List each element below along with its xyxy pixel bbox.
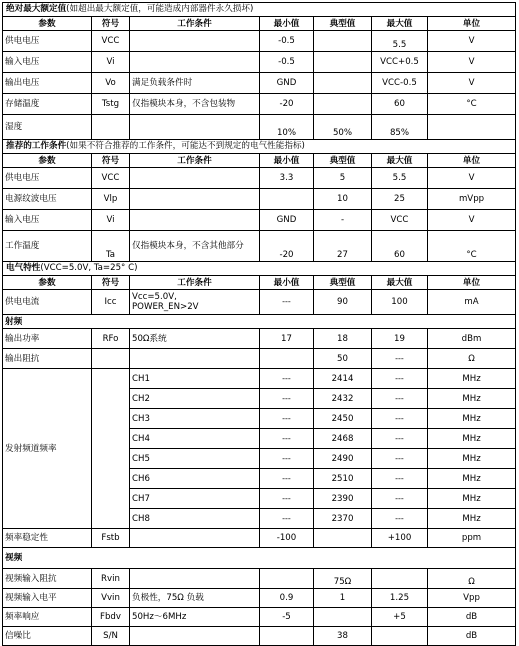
channel-label: CH7 [130,489,260,509]
table-cell: VCC [372,210,428,231]
table-cell: 10 [314,189,372,210]
column-header: 最大值 [372,17,428,31]
table-cell: 输出阻抗 [3,349,92,369]
table-cell: -20 [260,231,314,262]
condition-line: Vcc=5.0V, [132,292,177,302]
table-cell [372,569,428,589]
table-cell: -100 [260,529,314,548]
table-cell: 2468 [314,429,372,449]
electrical [3,262,516,276]
table-cell: 仅指模块本身，不含其他部分 [130,231,260,262]
table-row [3,349,516,369]
table-cell: Ta [92,231,130,262]
table-cell: 10% [260,115,314,140]
table-cell: V [428,210,516,231]
table-row [3,115,516,140]
table-row [3,189,516,210]
table-cell: 38 [314,627,372,646]
table-cell: 85% [372,115,428,140]
table-cell: --- [372,389,428,409]
table-cell: 满足负载条件时 [130,73,260,94]
table-cell: 存储温度 [3,94,92,115]
table-cell [314,73,372,94]
table-cell: 100 [372,290,428,315]
table-cell: --- [260,290,314,315]
table-cell: 1 [314,589,372,608]
table-cell: °C [428,231,516,262]
recommended-title [3,140,516,154]
table-cell: --- [372,489,428,509]
table-cell: 50Ω系统 [130,329,260,349]
table-cell: GND [260,73,314,94]
table-row [3,589,516,608]
channel-label: CH3 [130,409,260,429]
table-cell: 视频输入阻抗 [3,569,92,589]
table-cell: MHz [428,429,516,449]
table-cell: 仅指模块本身，不含包装物 [130,94,260,115]
table-cell [92,115,130,140]
table-row [3,231,516,262]
table-cell: 2390 [314,489,372,509]
section-note: (VCC=5.0V, Ta=25° C) [40,263,138,273]
table-cell: --- [372,409,428,429]
table-cell: 2510 [314,469,372,489]
table-cell: Ω [428,569,516,589]
table-cell: MHz [428,369,516,389]
table-row [3,210,516,231]
table-cell: dB [428,627,516,646]
table-cell: Ω [428,349,516,369]
column-header: 单位 [428,276,516,290]
table-cell: 1.25 [372,589,428,608]
table-cell: 输入电压 [3,210,92,231]
table-cell: 2414 [314,369,372,389]
table-cell: Vlp [92,189,130,210]
column-header: 最小值 [260,276,314,290]
section-note: (如超出最大额定值，可能造成内部器件永久损坏) [66,4,254,14]
table-cell: VCC-0.5 [372,73,428,94]
table-cell: 19 [372,329,428,349]
table-cell [130,31,260,52]
table-row [3,31,516,52]
table-cell: --- [260,389,314,409]
column-header: 最小值 [260,154,314,168]
table-cell: Icc [92,290,130,315]
table-row [3,290,516,315]
table-cell: Vi [92,52,130,73]
table-cell: V [428,31,516,52]
table-cell [130,569,260,589]
table-cell: 50% [314,115,372,140]
table-row [3,52,516,73]
table-cell [260,569,314,589]
channel-label: CH8 [130,509,260,529]
table-cell: 17 [260,329,314,349]
table-cell: 3.3 [260,168,314,189]
table-cell: --- [260,429,314,449]
table-cell: mVpp [428,189,516,210]
table-cell: --- [260,369,314,389]
section-label: 视频 [3,548,516,569]
table-cell: dB [428,608,516,627]
table-cell: +100 [372,529,428,548]
table-cell: +5 [372,608,428,627]
table-cell: 60 [372,94,428,115]
section-row [3,548,516,569]
table-cell: 供电电流 [3,290,92,315]
table-cell: MHz [428,449,516,469]
table-cell [130,168,260,189]
table-cell: -20 [260,94,314,115]
channel-label: CH6 [130,469,260,489]
table-cell: --- [372,429,428,449]
header-row [3,154,516,168]
table-cell [314,529,372,548]
table-cell: --- [260,489,314,509]
table-cell: MHz [428,469,516,489]
table-cell: --- [372,469,428,489]
table-cell: Vpp [428,589,516,608]
column-header: 参数 [3,17,92,31]
table-cell: °C [428,94,516,115]
table-cell: Rvin [92,569,130,589]
table-cell: 输入电压 [3,52,92,73]
table-cell: --- [372,369,428,389]
table-cell: ppm [428,529,516,548]
spec-sheet [2,2,515,641]
table-cell: VCC+0.5 [372,52,428,73]
table-cell [260,627,314,646]
table-cell: 75Ω [314,569,372,589]
channel-label: CH4 [130,429,260,449]
condition-cell [130,290,260,315]
table-cell [314,608,372,627]
table-cell: 频率稳定性 [3,529,92,548]
recommended [3,140,516,154]
table-cell: Vi [92,210,130,231]
section-label: 射频 [3,315,516,329]
table-row [3,569,516,589]
column-header: 符号 [92,276,130,290]
table-cell: 负极性，75Ω 负载 [130,589,260,608]
header-row [3,17,516,31]
table-cell: --- [372,449,428,469]
table-cell: GND [260,210,314,231]
table-row [3,369,516,389]
table-cell: S/N [92,627,130,646]
table-cell: 50Hz～6MHz [130,608,260,627]
table-row [3,529,516,548]
table-cell [314,94,372,115]
column-header: 典型值 [314,276,372,290]
table-cell: 18 [314,329,372,349]
table-cell [314,52,372,73]
section-row [3,315,516,329]
table-cell: VCC [92,31,130,52]
abs-max [3,3,516,17]
table-cell: dBm [428,329,516,349]
column-header: 工作条件 [130,276,260,290]
column-header: 参数 [3,154,92,168]
table-cell [130,349,260,369]
table-cell: MHz [428,509,516,529]
table-cell: Tstg [92,94,130,115]
section-title: 推荐的工作条件 [6,141,67,151]
table-cell: -5 [260,608,314,627]
table-cell: 输出功率 [3,329,92,349]
table-cell: 工作温度 [3,231,92,262]
freq-param: 发射频道频率 [3,369,92,529]
table-cell: V [428,168,516,189]
table-cell [372,627,428,646]
table-cell: VCC [92,168,130,189]
electrical-title [3,262,516,276]
column-header: 参数 [3,276,92,290]
table-cell [130,189,260,210]
table-cell: 电源纹波电压 [3,189,92,210]
table-cell: RFo [92,329,130,349]
table-cell: --- [260,409,314,429]
table-cell [92,349,130,369]
column-header: 符号 [92,17,130,31]
table-cell: 供电电压 [3,168,92,189]
table-cell: 湿度 [3,115,92,140]
table-cell: 0.9 [260,589,314,608]
table-cell: Vvin [92,589,130,608]
table-cell: 5 [314,168,372,189]
table-cell: 信噪比 [3,627,92,646]
spec-table [2,2,516,646]
table-cell: 2370 [314,509,372,529]
table-cell: 60 [372,231,428,262]
table-cell: -0.5 [260,52,314,73]
column-header: 单位 [428,154,516,168]
table-cell: -0.5 [260,31,314,52]
table-cell: 2490 [314,449,372,469]
table-cell [130,52,260,73]
table-cell: 输出电压 [3,73,92,94]
column-header: 最大值 [372,276,428,290]
table-cell: 50 [314,349,372,369]
table-row [3,608,516,627]
table-cell: V [428,52,516,73]
table-cell: MHz [428,489,516,509]
channel-label: CH1 [130,369,260,389]
table-cell: Fstb [92,529,130,548]
column-header: 工作条件 [130,17,260,31]
table-cell [314,31,372,52]
table-cell [428,115,516,140]
table-cell: MHz [428,409,516,429]
table-cell: 2432 [314,389,372,409]
table-cell [260,189,314,210]
abs-max-title [3,3,516,17]
table-cell: --- [372,349,428,369]
empty-cell [92,369,130,529]
table-cell: 供电电压 [3,31,92,52]
channel-label: CH2 [130,389,260,409]
condition-line: POWER_EN>2V [132,302,199,312]
table-cell: --- [372,509,428,529]
table-cell: 视频输入电平 [3,589,92,608]
column-header: 典型值 [314,17,372,31]
channel-label: CH5 [130,449,260,469]
table-row [3,627,516,646]
table-cell: 频率响应 [3,608,92,627]
column-header: 工作条件 [130,154,260,168]
table-cell [130,210,260,231]
table-cell: --- [260,469,314,489]
table-cell: 27 [314,231,372,262]
table-cell: 2450 [314,409,372,429]
section-note: (如果不符合推荐的工作条件，可能达不到规定的电气性能指标) [66,141,305,151]
table-row [3,168,516,189]
section-title: 电气特性 [6,263,41,273]
table-cell: 5.5 [372,168,428,189]
table-cell [130,627,260,646]
header-row [3,276,516,290]
table-cell [130,529,260,548]
column-header: 单位 [428,17,516,31]
table-row [3,73,516,94]
table-cell: 25 [372,189,428,210]
table-cell: --- [260,509,314,529]
table-cell: --- [260,449,314,469]
table-cell [260,349,314,369]
column-header: 最大值 [372,154,428,168]
table-row [3,329,516,349]
column-header: 符号 [92,154,130,168]
column-header: 最小值 [260,17,314,31]
table-cell: MHz [428,389,516,409]
table-cell: - [314,210,372,231]
table-cell: V [428,73,516,94]
table-cell: Vo [92,73,130,94]
table-cell [130,115,260,140]
section-title: 绝对最大额定值 [6,4,67,14]
table-row [3,94,516,115]
table-cell: 90 [314,290,372,315]
table-cell: Fbdv [92,608,130,627]
table-cell: 5.5 [372,31,428,52]
column-header: 典型值 [314,154,372,168]
table-cell: mA [428,290,516,315]
